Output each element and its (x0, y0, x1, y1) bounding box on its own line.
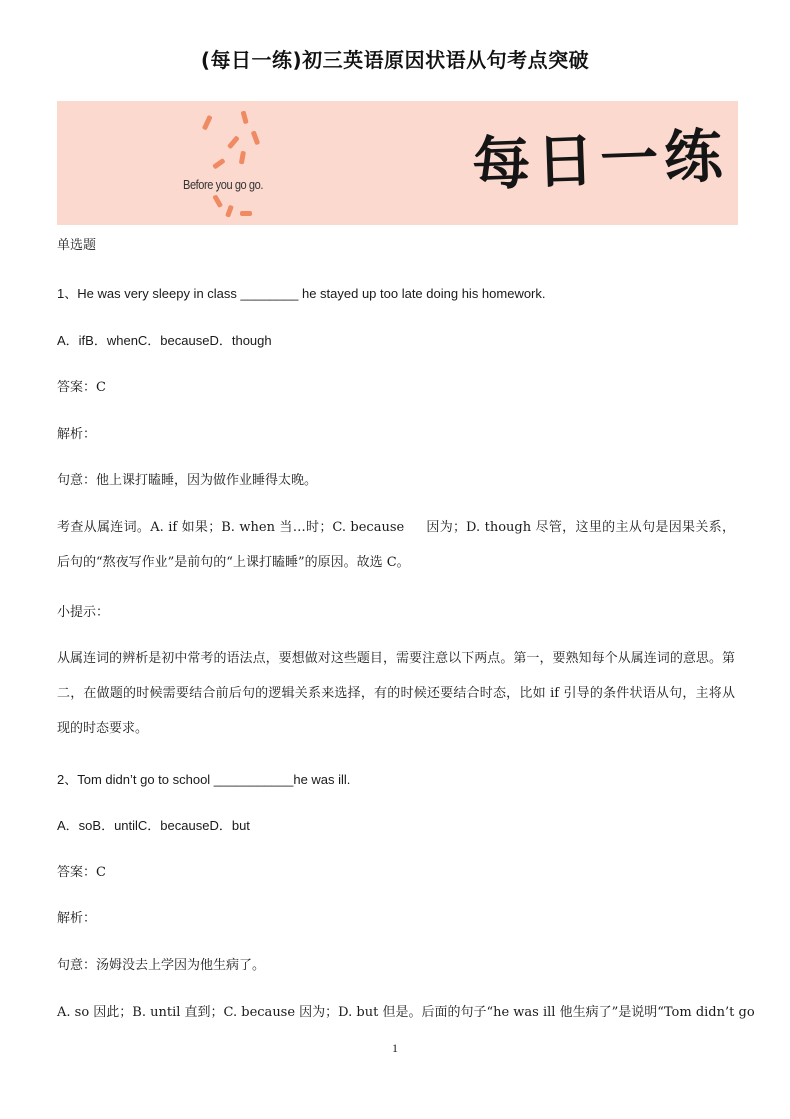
question-1-tip-label: 小提示： (57, 605, 110, 620)
question-1-options: A．ifB．whenC．becauseD．though (57, 333, 272, 348)
question-1-meaning: 句意：他上课打瞌睡，因为做作业睡得太晚。 (57, 473, 318, 488)
document-title: (每日一练)初三英语原因状语从句考点突破 (200, 48, 590, 72)
question-2-meaning: 句意：汤姆没去上学因为他生病了。 (57, 958, 266, 973)
question-1-answer: 答案：C (57, 380, 106, 395)
page-number: 1 (392, 1041, 398, 1055)
question-1-analysis-label: 解析： (57, 427, 97, 442)
question-2-answer: 答案：C (57, 865, 106, 880)
question-1-stem: 1、He was very sleepy in class ________ he stayed up too late doing his homework. (57, 286, 546, 301)
banner-image (57, 101, 738, 225)
banner-subtitle: Before you go go. (183, 177, 264, 192)
question-2-options: A．soB．untilC．becauseD．but (57, 818, 250, 833)
question-2-stem: 2、Tom didn’t go to school ___________he was ill. (57, 772, 351, 787)
question-1-tip: 从属连词的辨析是初中常考的语法点，要想做对这些题目，需要注意以下两点。第一，要熟知每个从属连词的意思。第二，在做题的时候需要结合前后句的逻辑关系来选择，有的时候还要结合时态，比如 if 引导的条件状语从句，主将从现的时态要求。 (57, 651, 735, 736)
question-2-explanation: A. so 因此；B. until 直到；C. because 因为；D. but 但是。后面的句子“he was ill 他生病了”是说明“Tom didn’t go (57, 1005, 755, 1020)
question-2-analysis-label: 解析： (57, 911, 97, 926)
section-heading: 单选题 (57, 238, 97, 253)
question-1-explanation: 考查从属连词。A. if 如果；B. when 当…时；C. because 因为；D. though 尽管，这里的主从句是因果关系，后句的“熬夜写作业”是前句的“上课打瞌睡”的原因。故选 C。 (57, 520, 735, 570)
banner-heading: 每日一练 (471, 121, 730, 199)
